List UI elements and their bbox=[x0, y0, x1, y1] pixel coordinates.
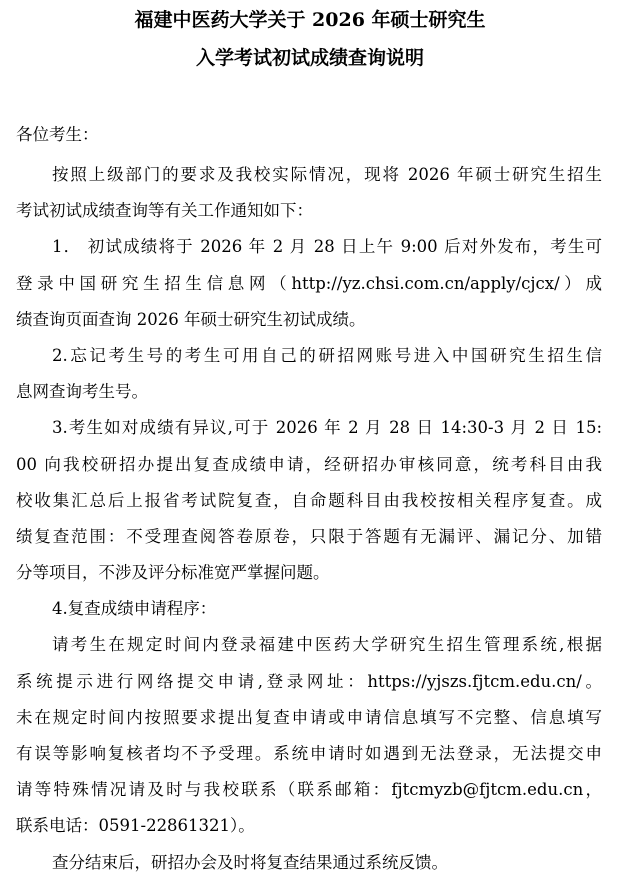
text-line: 按照上级部门的要求及我校实际情况，现将 2026 年硕士研究生招生 bbox=[52, 165, 602, 184]
text-line: 查分结束后，研招办会及时将复查结果通过系统反馈。 bbox=[52, 852, 448, 872]
text-line-with-email: 请等特殊情况请及时与我校联系（联系邮箱：fjtcmyzb@fjtcm.edu.cn， bbox=[16, 780, 602, 800]
text-line: 绩查询页面查询 2026 年硕士研究生初试成绩。 bbox=[16, 309, 366, 329]
text-line: 息网查询考生号。 bbox=[16, 382, 148, 402]
text-line: 未在规定时间内按照要求提出复查申请或申请信息填写不完整、信息填写 bbox=[16, 707, 602, 727]
text-line: 1． 初试成绩将于 2026 年 2 月 28 日上午 9:00 后对外发布，考生可 bbox=[52, 237, 602, 257]
document-title-line-1: 福建中医药大学关于 2026 年硕士研究生 bbox=[134, 9, 486, 31]
text-line: 分等项目，不涉及评分标准宽严掌握问题。 bbox=[16, 563, 330, 583]
text-line: 有误等影响复核者均不予受理。系统申请时如遇到无法登录，无法提交申 bbox=[16, 744, 602, 763]
text-line: 校收集汇总后上报省考试院复查，自命题科目由我校按相关程序复查。成 bbox=[16, 490, 602, 510]
greeting: 各位考生： bbox=[16, 125, 99, 144]
text-line: 00 向我校研招办提出复查成绩申请，经研招办审核同意，统考科目由我 bbox=[16, 454, 602, 474]
text-line: 考试初试成绩查询等有关工作通知如下： bbox=[16, 201, 313, 221]
text-line-with-phone: 联系电话：0591-22861321）。 bbox=[16, 816, 255, 836]
document-title-line-2: 入学考试初试成绩查询说明 bbox=[195, 47, 424, 69]
section-heading: 4.复查成绩申请程序： bbox=[52, 599, 217, 619]
text-line-with-link: 登录中国研究生招生信息网（http://yz.chsi.com.cn/apply/cjcx/）成 bbox=[16, 273, 602, 293]
document-body bbox=[16, 157, 602, 881]
text-line-with-link: 系统提示进行网络提交申请,登录网址：https://yjszs.fjtcm.edu.cn/。 bbox=[16, 671, 602, 691]
text-line: 绩复查范围：不受理查阅答卷原卷，只限于答题有无漏评、漏记分、加错 bbox=[16, 526, 602, 546]
text-line: 请考生在规定时间内登录福建中医药大学研究生招生管理系统,根据 bbox=[52, 635, 602, 655]
text-line: 3.考生如对成绩有异议,可于 2026 年 2 月 28 日 14:30-3 月 2 日 15: bbox=[52, 418, 602, 438]
text-line: 2.忘记考生号的考生可用自己的研招网账号进入中国研究生招生信 bbox=[52, 345, 602, 365]
